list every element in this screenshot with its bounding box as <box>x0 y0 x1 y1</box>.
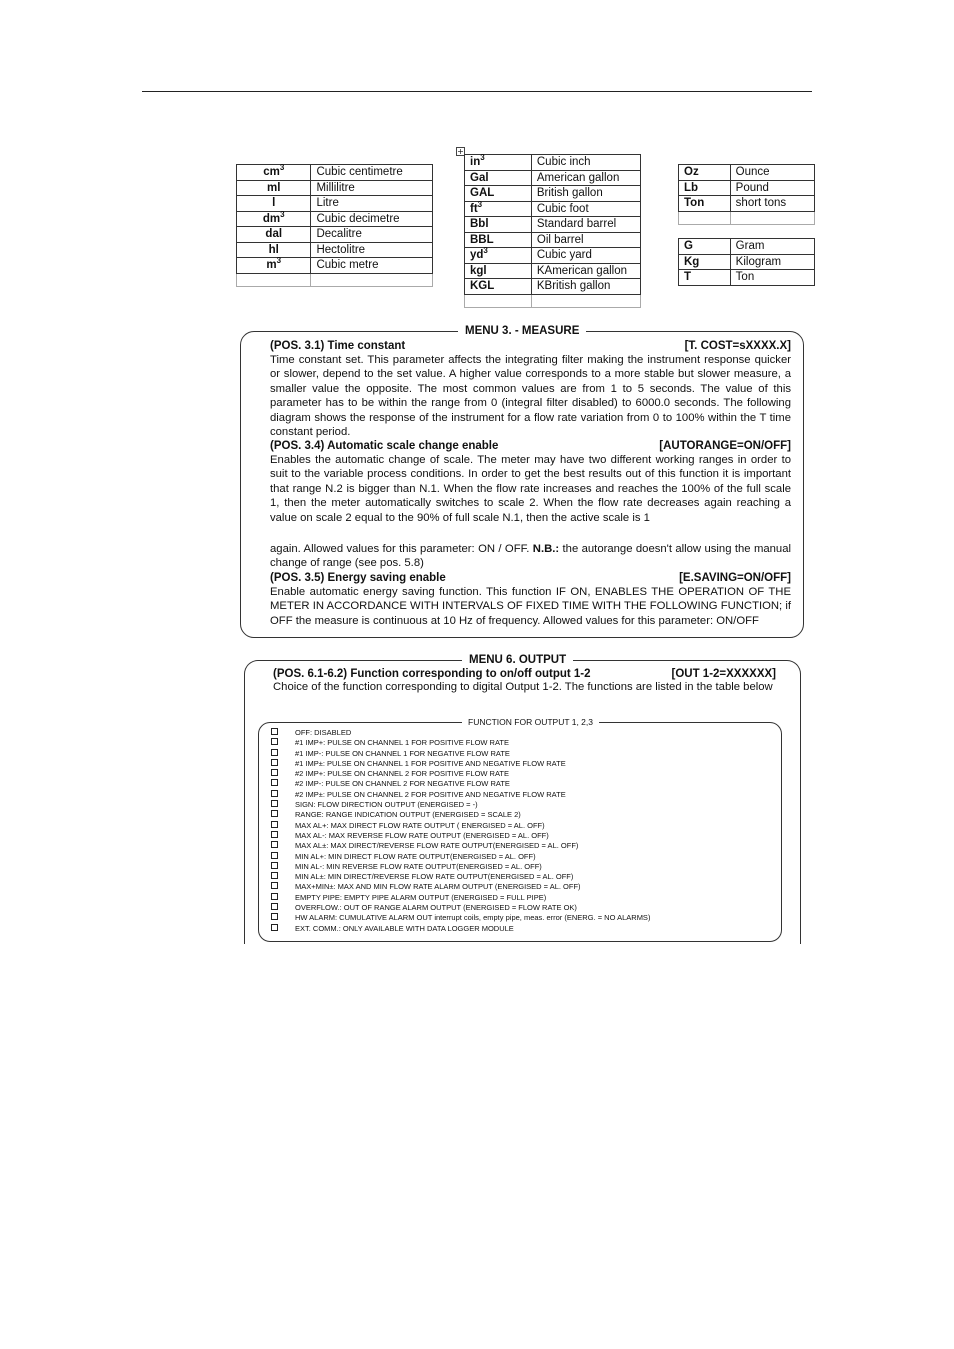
function-label: HW ALARM: CUMULATIVE ALARM OUT interrupt coils, empty pipe, meas. error (ENERG. = NO ALARMS) <box>295 913 651 923</box>
checkbox-icon[interactable] <box>271 790 278 797</box>
unit-symbol: $dm^3$ <box>237 211 311 227</box>
functions-title: FUNCTION FOR OUTPUT 1, 2,3 <box>462 717 599 727</box>
function-label: SIGN: FLOW DIRECTION OUTPUT (ENERGISED = -) <box>295 800 478 810</box>
unit-name: Ounce <box>730 165 814 181</box>
unit-row <box>237 258 433 274</box>
unit-name: Decalitre <box>311 227 433 243</box>
checkbox-icon[interactable] <box>271 893 278 900</box>
unit-name: Cubic foot <box>531 201 640 217</box>
unit-symbol: BBL <box>465 232 532 248</box>
unit-row <box>679 165 815 181</box>
unit-symbol: Lb <box>679 180 731 196</box>
unit-row <box>679 254 815 270</box>
unit-row <box>237 211 433 227</box>
function-label: #1 IMP+: PULSE ON CHANNEL 1 FOR POSITIVE FLOW RATE <box>295 738 510 748</box>
unit-name: Standard barrel <box>531 217 640 233</box>
unit-row <box>465 170 641 186</box>
unit-symbol: l <box>237 196 311 212</box>
header-rule <box>142 91 812 92</box>
function-label: #2 IMP-: PULSE ON CHANNEL 2 FOR NEGATIVE FLOW RATE <box>295 779 510 789</box>
checkbox-icon[interactable] <box>271 924 278 931</box>
mass-units-imperial-table <box>678 164 815 225</box>
pos35-code: [E.SAVING=ON/OFF] <box>679 572 791 584</box>
checkbox-icon[interactable] <box>271 821 278 828</box>
menu6-title: MENU 6. OUTPUT <box>462 653 573 667</box>
checkbox-icon[interactable] <box>271 759 278 766</box>
function-label: MAX AL±: MAX DIRECT/REVERSE FLOW RATE OUTPUT(ENERGISED = AL. OFF) <box>295 841 579 851</box>
unit-row <box>465 155 641 171</box>
unit-symbol: Oz <box>679 165 731 181</box>
unit-row <box>679 239 815 255</box>
function-label: #2 IMP±: PULSE ON CHANNEL 2 FOR POSITIVE AND NEGATIVE FLOW RATE <box>295 789 566 799</box>
function-label: EXT. COMM.: ONLY AVAILABLE WITH DATA LOGGER MODULE <box>295 923 514 933</box>
unit-name: Cubic metre <box>311 258 433 274</box>
pos34-nb-text: the autorange doesn't allow using the manual change of range (see pos. 5.8) <box>270 543 791 570</box>
unit-name: British gallon <box>531 186 640 202</box>
unit-symbol: hl <box>237 242 311 258</box>
function-item <box>271 821 650 831</box>
unit-symbol: GAL <box>465 186 532 202</box>
function-label: OFF: DISABLED <box>295 728 352 737</box>
unit-symbol: $cm^3$ <box>237 165 311 181</box>
empty-row <box>679 211 815 224</box>
unit-symbol: $m^3$ <box>237 258 311 274</box>
unit-symbol: dal <box>237 227 311 243</box>
unit-name: Litre <box>311 196 433 212</box>
unit-symbol: T <box>679 270 731 286</box>
function-item <box>271 800 650 810</box>
empty-row <box>465 294 641 307</box>
checkbox-icon[interactable] <box>271 810 278 817</box>
function-label: MAX AL+: MAX DIRECT FLOW RATE OUTPUT ( ENERGISED = AL. OFF) <box>295 820 545 830</box>
function-label: OVERFLOW.: OUT OF RANGE ALARM OUTPUT (ENERGISED = FLOW RATE OK) <box>295 903 577 913</box>
checkbox-icon[interactable] <box>271 862 278 869</box>
function-label: MIN AL±: MIN DIRECT/REVERSE FLOW RATE OUTPUT(ENERGISED = AL. OFF) <box>295 872 574 882</box>
function-item <box>271 738 650 748</box>
function-item <box>271 872 650 882</box>
function-item <box>271 790 650 800</box>
function-item <box>271 759 650 769</box>
unit-row <box>679 196 815 212</box>
mass-units-metric-table <box>678 238 815 286</box>
unit-name: Hectolitre <box>311 242 433 258</box>
unit-symbol: ml <box>237 180 311 196</box>
unit-row <box>465 201 641 217</box>
unit-name: Millilitre <box>311 180 433 196</box>
pos35-text: Enable automatic energy saving function. This function IF ON, ENABLES THE OPERATION OF THE METER IN ACCORDANCE WITH INTERVALS OF FIXED TIME WITH THE FOLLOWING FUNCTION; if OFF the measure is continuous at 10 Hz of frequency. Allowed values for this parameter: ON/OFF <box>270 586 791 627</box>
checkbox-icon[interactable] <box>271 738 278 745</box>
function-label: #2 IMP+: PULSE ON CHANNEL 2 FOR POSITIVE FLOW RATE <box>295 769 510 779</box>
function-item <box>271 852 650 862</box>
function-label: EMPTY PIPE: EMPTY PIPE ALARM OUTPUT (ENERGISED = FULL PIPE) <box>295 892 547 902</box>
unit-name: Cubic decimetre <box>311 211 433 227</box>
pos61-code: [OUT 1-2=XXXXXX] <box>671 668 776 680</box>
function-item <box>271 913 650 923</box>
checkbox-icon[interactable] <box>271 852 278 859</box>
function-label: MAX+MIN±: MAX AND MIN FLOW RATE ALARM OUTPUT (ENERGISED = AL. OFF) <box>295 882 581 892</box>
function-item <box>271 831 650 841</box>
function-item <box>271 810 650 820</box>
pos34-code: [AUTORANGE=ON/OFF] <box>659 440 791 452</box>
function-item <box>271 769 650 779</box>
pos34-nb-label: N.B.: <box>532 543 560 555</box>
pos61-text: Choice of the function corresponding to digital Output 1-2. The functions are listed in the table below <box>273 681 773 693</box>
unit-row <box>679 270 815 286</box>
unit-symbol: Bbl <box>465 217 532 233</box>
pos31-code: [T. COST=sXXXX.X] <box>684 340 791 352</box>
checkbox-icon[interactable] <box>271 769 278 776</box>
unit-row <box>237 227 433 243</box>
unit-name: Cubic yard <box>531 248 640 264</box>
unit-row <box>679 180 815 196</box>
function-label: #1 IMP-: PULSE ON CHANNEL 1 FOR NEGATIVE FLOW RATE <box>295 748 510 758</box>
unit-name: Gram <box>730 239 814 255</box>
pos31-text: Time constant set. This parameter affects the integrating filter making the instrument response quicker or slower, depend to the set value. A higher value corresponds to a more stable but slower measure, a smaller value the opposite. The most common values are from 1 to 5 seconds. The value of this parameter has to be within the range from 0 (integral filter disabled) to 6000.0 seconds. The following diagram shows the response of the instrument for a flow rate variation from 0 to 100% within the T time constant period. <box>270 354 791 439</box>
unit-name: KBritish gallon <box>531 279 640 295</box>
unit-name: Cubic centimetre <box>311 165 433 181</box>
unit-row <box>237 180 433 196</box>
unit-symbol: kgl <box>465 263 532 279</box>
unit-name: Kilogram <box>730 254 814 270</box>
function-item <box>271 862 650 872</box>
checkbox-icon[interactable] <box>271 841 278 848</box>
unit-row <box>465 263 641 279</box>
pos35-heading: (POS. 3.5) Energy saving enable <box>270 572 446 584</box>
pos34-text: Enables the automatic change of scale. The meter may have two different working ranges in order to suit to the variable process conditions. In order to get the best results out of this function it is important that range N.2 is bigger than N.1. When the flow rate increases and reaches the 100% of the full scale 1, then the meter automatically switches to scale 2. When the flow rate decreases again reaching a value on scale 2 equal to the 90% of full scale N.1, then the active scale is 1 <box>270 454 791 524</box>
pos34-heading: (POS. 3.4) Automatic scale change enable <box>270 440 499 452</box>
functions-list <box>271 728 650 934</box>
unit-symbol: Kg <box>679 254 731 270</box>
checkbox-icon[interactable] <box>271 913 278 920</box>
unit-name: Pound <box>730 180 814 196</box>
unit-name: KAmerican gallon <box>531 263 640 279</box>
function-label: MIN AL+: MIN DIRECT FLOW RATE OUTPUT(ENERGISED = AL. OFF) <box>295 851 536 861</box>
checkbox-icon[interactable] <box>271 903 278 910</box>
function-label: #1 IMP±: PULSE ON CHANNEL 1 FOR POSITIVE AND NEGATIVE FLOW RATE <box>295 758 566 768</box>
function-item <box>271 749 650 759</box>
function-item <box>271 903 650 913</box>
unit-row <box>237 242 433 258</box>
unit-symbol: $ft^3$ <box>465 201 532 217</box>
checkbox-icon[interactable] <box>271 831 278 838</box>
unit-symbol: KGL <box>465 279 532 295</box>
pos31-heading: (POS. 3.1) Time constant <box>270 340 406 352</box>
unit-symbol: Ton <box>679 196 731 212</box>
unit-name: Oil barrel <box>531 232 640 248</box>
table-move-handle-icon[interactable]: + <box>457 147 464 156</box>
empty-row <box>237 273 433 286</box>
volume-units-imperial-table <box>464 154 641 308</box>
unit-row <box>237 196 433 212</box>
function-label: RANGE: RANGE INDICATION OUTPUT (ENERGISED = SCALE 2) <box>295 810 521 820</box>
unit-name: short tons <box>730 196 814 212</box>
function-item <box>271 728 650 738</box>
function-label: MAX AL-: MAX REVERSE FLOW RATE OUTPUT (ENERGISED = AL. OFF) <box>295 830 549 840</box>
function-label: MIN AL-: MIN REVERSE FLOW RATE OUTPUT(ENERGISED = AL. OFF) <box>295 861 542 871</box>
checkbox-icon[interactable] <box>271 779 278 786</box>
unit-row <box>465 279 641 295</box>
function-item <box>271 882 650 892</box>
unit-name: Cubic inch <box>531 155 640 171</box>
function-item <box>271 841 650 851</box>
unit-symbol: $yd^3$ <box>465 248 532 264</box>
pos34-text-allowed: again. Allowed values for this parameter: ON / OFF. <box>270 543 530 555</box>
unit-name: Ton <box>730 270 814 286</box>
checkbox-icon[interactable] <box>271 882 278 889</box>
unit-row <box>465 217 641 233</box>
pos34-text-cont <box>270 542 791 571</box>
checkbox-icon[interactable] <box>271 728 278 735</box>
checkbox-icon[interactable] <box>271 872 278 879</box>
checkbox-icon[interactable] <box>271 749 278 756</box>
function-item <box>271 893 650 903</box>
checkbox-icon[interactable] <box>271 800 278 807</box>
unit-row <box>465 186 641 202</box>
unit-row <box>237 165 433 181</box>
menu3-title: MENU 3. - MEASURE <box>458 324 586 338</box>
unit-symbol: G <box>679 239 731 255</box>
unit-row <box>465 232 641 248</box>
function-item <box>271 924 650 934</box>
function-item <box>271 779 650 789</box>
unit-symbol: $in^3$ <box>465 155 532 171</box>
unit-name: American gallon <box>531 170 640 186</box>
unit-row <box>465 248 641 264</box>
pos61-heading: (POS. 6.1-6.2) Function corresponding to on/off output 1-2 <box>273 668 591 680</box>
unit-symbol: Gal <box>465 170 532 186</box>
volume-units-metric-table <box>236 164 433 287</box>
